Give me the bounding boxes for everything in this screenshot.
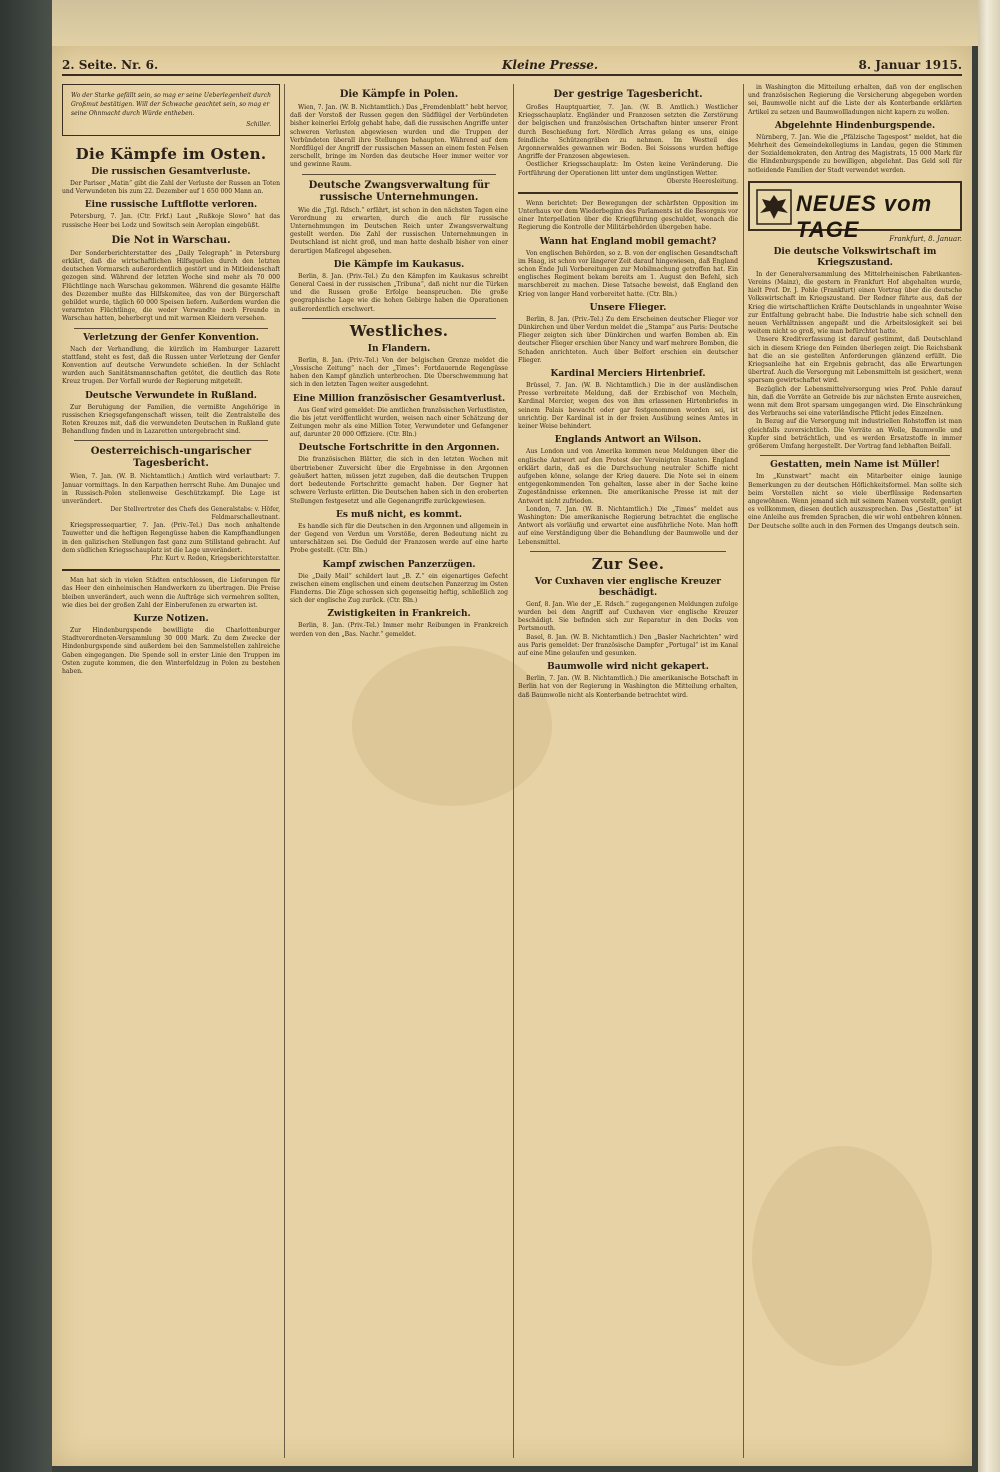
article-text: Berlin, 8. Jan. (Priv.-Tel.) Immer mehr Reibungen in Frankreich werden von den „Bas. Nachr.“ gemeldet. [290, 622, 508, 638]
column-3 [518, 84, 738, 1458]
article-heading: Vor Cuxhaven vier englische Kreuzer beschädigt. [534, 576, 722, 598]
paper-title: Kleine Presse. [502, 58, 599, 72]
article-text: Unsere Kreditverfassung ist darauf gestimmt, daß Deutschland sich in diesem Kriege den Feinden überlegen zeigt. Die Reichsbank hat die an sie gestellten Anforderungen glänzend erfüllt. Die Kriegsanleihe hat ein Ergebnis gebracht, das alle Erwartungen übertraf. Auch die Versorgung mit Lebensmitteln ist gesichert, wenn sparsam gewirtschaftet wird. [748, 336, 962, 385]
quote-box [62, 84, 280, 136]
quote-author: Schiller. [246, 121, 271, 128]
article-heading: Die Kämpfe im Kaukasus. [333, 259, 465, 270]
article-heading: Englands Antwort an Wilson. [554, 435, 702, 446]
article-text: In der Generalversammlung des Mittelrheinischen Fabrikanten-Vereins (Mainz), die gestern in Frankfurt Hof abgehalten wurde, hielt Prof. Dr. J. Pohle (Frankfurt) einen Vortrag über die deutsche Volkswirtschaft im Kriegszustand. Der Redner führte aus, daß der Krieg die wirtschaftlichen Kräfte Deutschlands in ungeahnter Weise zur Entfaltung gebracht habe. Die Industrie habe sich schnell den neuen Verhältnissen angepaßt und die Arbeitslosigkeit sei bei weitem nicht so groß, wie man befürchtet hatte. [748, 270, 962, 336]
article-text: Der Pariser „Matin“ gibt die Zahl der Verluste der Russen an Toten und Verwundeten bis zum 22. Dezember auf 1 650 000 Mann an. [62, 180, 280, 196]
binding-edge [0, 0, 52, 1472]
article-text: Aus London und von Amerika kommen neue Meldungen über die englische Antwort auf den Protest der Vereinigten Staaten. England erklärt darin, daß es die Durchsuchung neutraler Schiffe nicht aufgeben könne, solange der Krieg dauere. Die Note sei in einem entgegenkommenden Ton gehalten, lasse aber in der Sache keine Zugeständnisse erkennen. Die amerikanische Presse ist mit der Antwort nicht zufrieden. [518, 448, 738, 505]
article-text: Wenn berichtet: Der Bewegungen der schärfsten Opposition im Unterhaus vor dem Wiederbeginn des Parlaments ist die Besorgnis vor einer Interpellation über die Kriegführung geschuldet, wonach die Regierung die Kontrolle der Militärbehörden übergeben habe. [518, 199, 738, 232]
article-text: Nürnberg, 7. Jan. Wie die „Pfälzische Tagespost“ meldet, hat die Mehrheit des Gemeindekollegiums in Landau, gegen die Stimmen der Sozialdemokraten, den Antrag des Magistrats, 15 000 Mark für die Hindenburgspende zu bewilligen, abgelehnt. Das Geld soll für notleidende Familien der Stadt verwendet werden. [748, 133, 962, 174]
article-text: Wien, 7. Jan. (W. B. Nichtamtlich.) Das „Fremdenblatt“ hebt hervor, daß der Vorstoß der Russen gegen den Südflügel der Verbündeten bisher keinerlei Erfolg gehabt habe, daß die russischen Angriffe unter schweren Verlusten abgewiesen wurden und die Truppen der Verbündeten überall ihre Stellungen behaupten. Während auf dem Nordflügel der Angriff der russischen Massen an einem festen Felsen zerschellt, bringe im Norden das deutsche Heer immer weiter vor und gewinne Raum. [290, 104, 508, 169]
column-4 [748, 84, 962, 1458]
article-text: Im „Kunstwart“ macht ein Mitarbeiter einige launige Bemerkungen zu der deutschen Höflichkeitsformel. Man sollte sich beim Vorstellen nicht so viele überflüssige Redensarten angewöhnen. Wenn jemand sich mit seinem Namen vorstellt, genügt es vollkommen, diesen deutlich auszusprechen. Das „Gestatten“ ist eine Anleihe aus fremden Sprachen, die wir wohl entbehren können. Der Deutsche sollte auch in den Formen des Umgangs deutsch sein. [748, 473, 962, 530]
divider [74, 328, 268, 329]
divider [518, 192, 738, 194]
article-text: Oestlicher Kriegsschauplatz: Im Osten keine Veränderung. Die Fortführung der Operationen litt unter dem ungünstigen Wetter. [518, 161, 738, 177]
article-heading: Gestatten, mein Name ist Müller! [770, 460, 940, 471]
signature: Der Stellvertreter des Chefs des Generalstabs: v. Höfer, Feldmarschalleutnant. [110, 506, 280, 522]
divider [302, 174, 496, 175]
quote-text: Wo der Starke gefällt sein, so mag er seine Ueberlegenheit durch Großmut bestätigen. Will der Schwache geachtet sein, so mag er seine Ohnmacht durch Würde entheben. [71, 92, 271, 117]
article-text: Großes Hauptquartier, 7. Jan. (W. B. Amtlich.) Westlicher Kriegsschauplatz. Engländer und Franzosen setzten die Zerstörung der belgischen und französischen Ortschaften hinter unserer Front durch Beschießung fort. Nördlich Arras gelang es uns, einige feindliche Schützengräben zu nehmen. Im Westteil des Argonnerwaldes gewannen wir Boden. Bei Soissons wurden heftige Angriffe der Franzosen abgewiesen. [518, 104, 738, 161]
article-text: Kriegspressequartier, 7. Jan. (Priv.-Tel.) Das noch anhaltende Tauwetter und die heftigen Regengüsse haben die Kampfhandlungen in den galizischen Stellungen fast ganz zum Stillstand gebracht. Auf dem südlichen Kriegsschauplatz ist die Lage unverändert. [62, 522, 280, 554]
article-text: Man hat sich in vielen Städten entschlossen, die Lieferungen für das Heer den einheimischen Handwerkern zu übertragen. Die Preise bleiben unverändert, auch wenn die Aufträge sich vermehren sollten, wie dies bei der großen Zahl der Einberufenen zu erwarten ist. [62, 577, 280, 609]
article-text: Von englischen Behörden, so z. B. von der englischen Gesandtschaft im Haag, ist schon vor längerer Zeit darauf hingewiesen, daß England schon Ende Juli Vorbereitungen zur Mobilmachung getroffen hat. Ein englisches Regiment bekam bereits am 1. August den Befehl, sich marschbereit zu machen. Diese Tatsache beweist, daß England den Krieg von langer Hand vorbereitet hatte. (Ctr. Bln.) [518, 249, 738, 298]
article-text: Aus Genf wird gemeldet: Die amtlichen französischen Verlustlisten, die bis jetzt veröffentlicht wurden, weisen nach einer Schätzung der Zeitungen mehr als eine Million Toter, Verwundeter und Gefangener auf, darunter 20 000 Offiziere. (Ctr. Bln.) [290, 406, 508, 439]
section-heading: Zur See. [591, 554, 665, 573]
article-text: Bezüglich der Lebensmittelversorgung wies Prof. Pohle darauf hin, daß die Vorräte an Getreide bis zur nächsten Ernte ausreichen, wenn mit dem Brot sparsam umgegangen wird. Die Einschränkung des Verbrauchs sei eine vaterländische Pflicht jedes Einzelnen. [748, 385, 962, 418]
article-text: in Washington die Mitteilung erhalten, daß von der englischen und französischen Regierung die Versicherung abgegeben worden sei, Baumwolle nicht auf die Liste der als Konterbande erklärten Artikel zu setzen und Baumwollladungen nicht kapern zu wollen. [748, 84, 962, 116]
section-heading: Die Kämpfe im Osten. [75, 145, 267, 163]
article-heading: Zwistigkeiten in Frankreich. [327, 609, 471, 620]
article-text: Die französischen Blätter, die sich in den letzten Wochen mit übertriebener Zuversicht über die Ergebnisse in den Argonnen geäußert hatten, müssen jetzt zugeben, daß die deutschen Truppen dort bedeutende Fortschritte gemacht haben. Der Gegner hat schwere Verluste erlitten. Die Deutschen haben sich in den eroberten Stellungen festgesetzt und alle Gegenangriffe zurückgewiesen. [290, 456, 508, 505]
column-rule [743, 84, 744, 1458]
article-heading: Die deutsche Volkswirtschaft im Kriegszustand. [773, 246, 937, 268]
article-heading: Wann hat England mobil gemacht? [539, 236, 717, 247]
article-text: In Bezug auf die Versorgung mit industriellen Rohstoffen ist man gleichfalls zuversichtlich. Die Vorräte an Wolle, Baumwolle und Kupfer sind beträchtlich, und es werden Ersatzstoffe in immer größerem Umfang hergestellt. Der Vortrag fand lebhaften Beifall. [748, 418, 962, 451]
issue-date: 8. Januar 1915. [858, 58, 962, 72]
divider [760, 455, 950, 456]
article-text: Nach der Verhandlung, die kürzlich im Hamburger Lazarett stattfand, steht es fest, daß die Russen unter Verletzung der Genfer Konvention auf deutsche Verwundete schießen. In der Schlacht wurden auch Sanitätsmannschaften getötet, die deutlich das Rote Kreuz trugen. Der Vorfall wurde der Regierung mitgeteilt. [62, 345, 280, 386]
article-heading: Deutsche Fortschritte in den Argonnen. [298, 443, 500, 454]
signature: Fhr. Kurt v. Reden, Kriegsberichterstatter. [151, 555, 280, 563]
article-text: Berlin, 8. Jan. (Priv.-Tel.) Von der belgischen Grenze meldet die „Vossische Zeitung“ nach der „Times“: Fortdauernde Regengüsse haben den Kampf gänzlich unterbrochen. Die Überschwemmung hat sich in den letzten Tagen weiter ausgedehnt. [290, 356, 508, 389]
section-heading: Westliches. [349, 321, 449, 340]
dateline: Frankfurt, 8. Januar. [889, 234, 962, 243]
article-heading: Baumwolle wird nicht gekapert. [547, 662, 709, 673]
masthead-title: NEUES vom TAGE [796, 190, 933, 242]
article-text: Der Sonderberichterstatter des „Daily Telegraph“ in Petersburg erklärt, daß die wirtschaftlichen Hilfsquellen durch den letzten deutschen Vormarsch außerordentlich gestört und in Mitleidenschaft gezogen sind. Während der letzten Woche sind mehr als 70 000 Flüchtlinge nach Warschau gekommen. Während die gesamte Hälfte des Dezember mußte das Hilfskomitee, das von der Bürgerschaft gebildet wurde, täglich 60 000 Speisen liefern. Außerdem wurden die verarmten Flüchtlinge, die weder Verwandte noch Freunde in Warschau hatten, beherbergt und mit warmen Kleidern versehen. [62, 249, 280, 323]
article-heading: Die Kämpfe in Polen. [339, 89, 459, 100]
divider [302, 318, 496, 319]
article-heading: Kardinal Merciers Hirtenbrief. [550, 369, 706, 380]
article-text: Wien, 7. Jan. (W. B. Nichtamtlich.) Amtlich wird verlautbart: 7. Januar vormittags. In den Karpathen herrscht Ruhe. Am Dunajec und in Russisch-Polen stellenweise Geschützkampf. Die Lage ist unverändert. [62, 473, 280, 506]
article-text: Genf, 8. Jan. Wie der „E. Rdsch.“ zugegangenen Meldungen zufolge wurden bei dem Angriff auf Cuxhaven vier englische Kreuzer beschädigt. Sie befinden sich zur Reparatur in den Docks von Portsmouth. [518, 600, 738, 633]
article-text: Die „Daily Mail“ schildert laut „B. Z.“ ein eigenartiges Gefecht zwischen einem englischen und einem deutschen Panzerzug im Osten Flanderns. Die Züge schossen sich gegenseitig heftig, schließlich zog sich der englische Zug zurück. (Ctr. Bln.) [290, 572, 508, 605]
article-text: Zur Beruhigung der Familien, die vermißte Angehörige in russischen Kriegsgefangenschaft wissen, teilt die Zentralstelle des Roten Kreuzes mit, daß die verwundeten Deutschen in Rußland gute Behandlung finden und in Lazaretten untergebracht sind. [62, 403, 280, 436]
top-band [52, 0, 980, 46]
article-text: Berlin, 8. Jan. (Priv.-Tel.) Zu den Kämpfen im Kaukasus schreibt General Caesi in der russischen „Tribuna“, daß nicht nur die Türken und die Russen große Erfolge beanspruchen. Die große geographische Lage wie die hohen Gebirge haben die Operationen außerordentlich erschwert. [290, 272, 508, 313]
divider [530, 551, 726, 552]
article-subheading: Es muß nicht, es kommt. [335, 509, 462, 520]
signature: Oberste Heeresleitung. [666, 177, 738, 185]
article-heading: Eine russische Luftflotte verloren. [84, 200, 258, 211]
column-2 [290, 84, 508, 1458]
article-text: Wie die „Tgl. Rdsch.“ erfährt, ist schon in den nächsten Tagen eine Verordnung zu erwarten, durch die auch für russische Unternehmungen im Deutschen Reich unter Zwangsverwaltung gestellt werden. Die Zahl der russischen Unternehmungen in Deutschland ist nicht groß, und man hatte deshalb bisher von einer derartigen Maßregel abgesehen. [290, 206, 508, 255]
divider [74, 440, 268, 441]
article-heading: Unsere Flieger. [589, 302, 667, 313]
article-heading: Verletzung der Genfer Konvention. [83, 332, 259, 343]
column-1 [62, 84, 280, 1458]
article-text: Brüssel, 7. Jan. (W. B. Nichtamtlich.) Die in der ausländischen Presse verbreitete Meldung, daß der Erzbischof von Mecheln, Kardinal Mercier, wegen des von ihm erlassenen Hirtenbriefes in seinem Palais bewacht oder gar festgenommen worden sei, ist unrichtig. Der Kardinal ist in der freien Ausübung seines Amtes in keiner Weise behindert. [518, 382, 738, 431]
article-text: Es handle sich für die Deutschen in den Argonnen und allgemein in der Gegend von Verdun um Vorstöße, deren Bedeutung nicht zu unterschätzen sei. Die Geduld der Franzosen werde auf eine harte Probe gestellt. (Ctr. Bln.) [290, 522, 508, 555]
column-rule [513, 84, 514, 1458]
article-heading: In Flandern. [367, 343, 431, 354]
article-text: Zur Hindenburgspende bewilligte die Charlottenburger Stadtverordneten-Versammlung 30 000 Mark. Zu dem Zwecke der Hindenburgspende sind außerdem bei den Sammelstellen zahlreiche Gaben eingegangen. Die Spende soll in erster Linie den Truppen im Osten zugute kommen, die den Winterfeldzug in Polen zu bestehen haben. [62, 626, 280, 675]
article-heading: Der gestrige Tagesbericht. [553, 89, 703, 100]
article-heading: Deutsche Zwangsverwaltung für russische Unternehmungen. [308, 179, 490, 203]
divider [62, 569, 280, 571]
article-heading: Die Not in Warschau. [111, 234, 231, 246]
article-text: Berlin, 8. Jan. (Priv.-Tel.) Zu dem Erscheinen deutscher Flieger vor Dünkirchen und über Verdun meldet die „Stampa“ aus Paris: Deutsche Flieger zeigten sich über Dünkirchen und warfen Bomben ab. Ein deutscher Flieger erschien über Nancy und warf mehrere Bomben, die Schaden anrichteten. Auch über Belfort erschien ein deutscher Flieger. [518, 315, 738, 364]
article-heading: Kurze Notizen. [133, 613, 209, 624]
article-text: Petersburg, 7. Jan. (Ctr. Frkf.) Laut „Rußkoje Slowo“ hat das russische Heer bei Lodz und Sowitsch sein Aeroplan eingebüßt. [62, 213, 280, 229]
column-rule [284, 84, 285, 1458]
page-label: 2. Seite. Nr. 6. [62, 58, 159, 72]
article-heading: Kampf zwischen Panzerzügen. [322, 559, 476, 570]
article-heading: Abgelehnte Hindenburgspende. [774, 120, 936, 131]
article-heading: Die russischen Gesamtverluste. [91, 167, 251, 177]
eagle-emblem-icon [756, 189, 792, 225]
newspaper-page [52, 46, 972, 1466]
article-heading: Deutsche Verwundete in Rußland. [85, 390, 257, 401]
article-text: Berlin, 7. Jan. (W. B. Nichtamtlich.) Die amerikanische Botschaft in Berlin hat von der Regierung in Washington die Mitteilung erhalten, daß Baumwolle nicht als Konterbande betrachtet wird. [518, 675, 738, 699]
article-heading: Oesterreichisch-ungarischer Tagesbericht. [90, 446, 252, 470]
article-heading: Eine Million französischer Gesamtverlust. [292, 393, 506, 404]
article-text: London, 7. Jan. (W. B. Nichtamtlich.) Die „Times“ meldet aus Washington: Die amerikanische Regierung betrachtet die englische Antwort als vorläufig und erwartet eine ausführliche Note. Man hofft auf eine Verständigung über die Behandlung der Baumwolle und der Lebensmittel. [518, 505, 738, 546]
right-page-edge [978, 0, 1000, 1472]
article-text: Basel, 8. Jan. (W. B. Nichtamtlich.) Den „Basler Nachrichten“ wird aus Paris gemeldet: Der französische Dampfer „Portugal“ ist im Kanal auf eine Mine gelaufen und gesunken. [518, 633, 738, 657]
running-header [62, 56, 962, 76]
